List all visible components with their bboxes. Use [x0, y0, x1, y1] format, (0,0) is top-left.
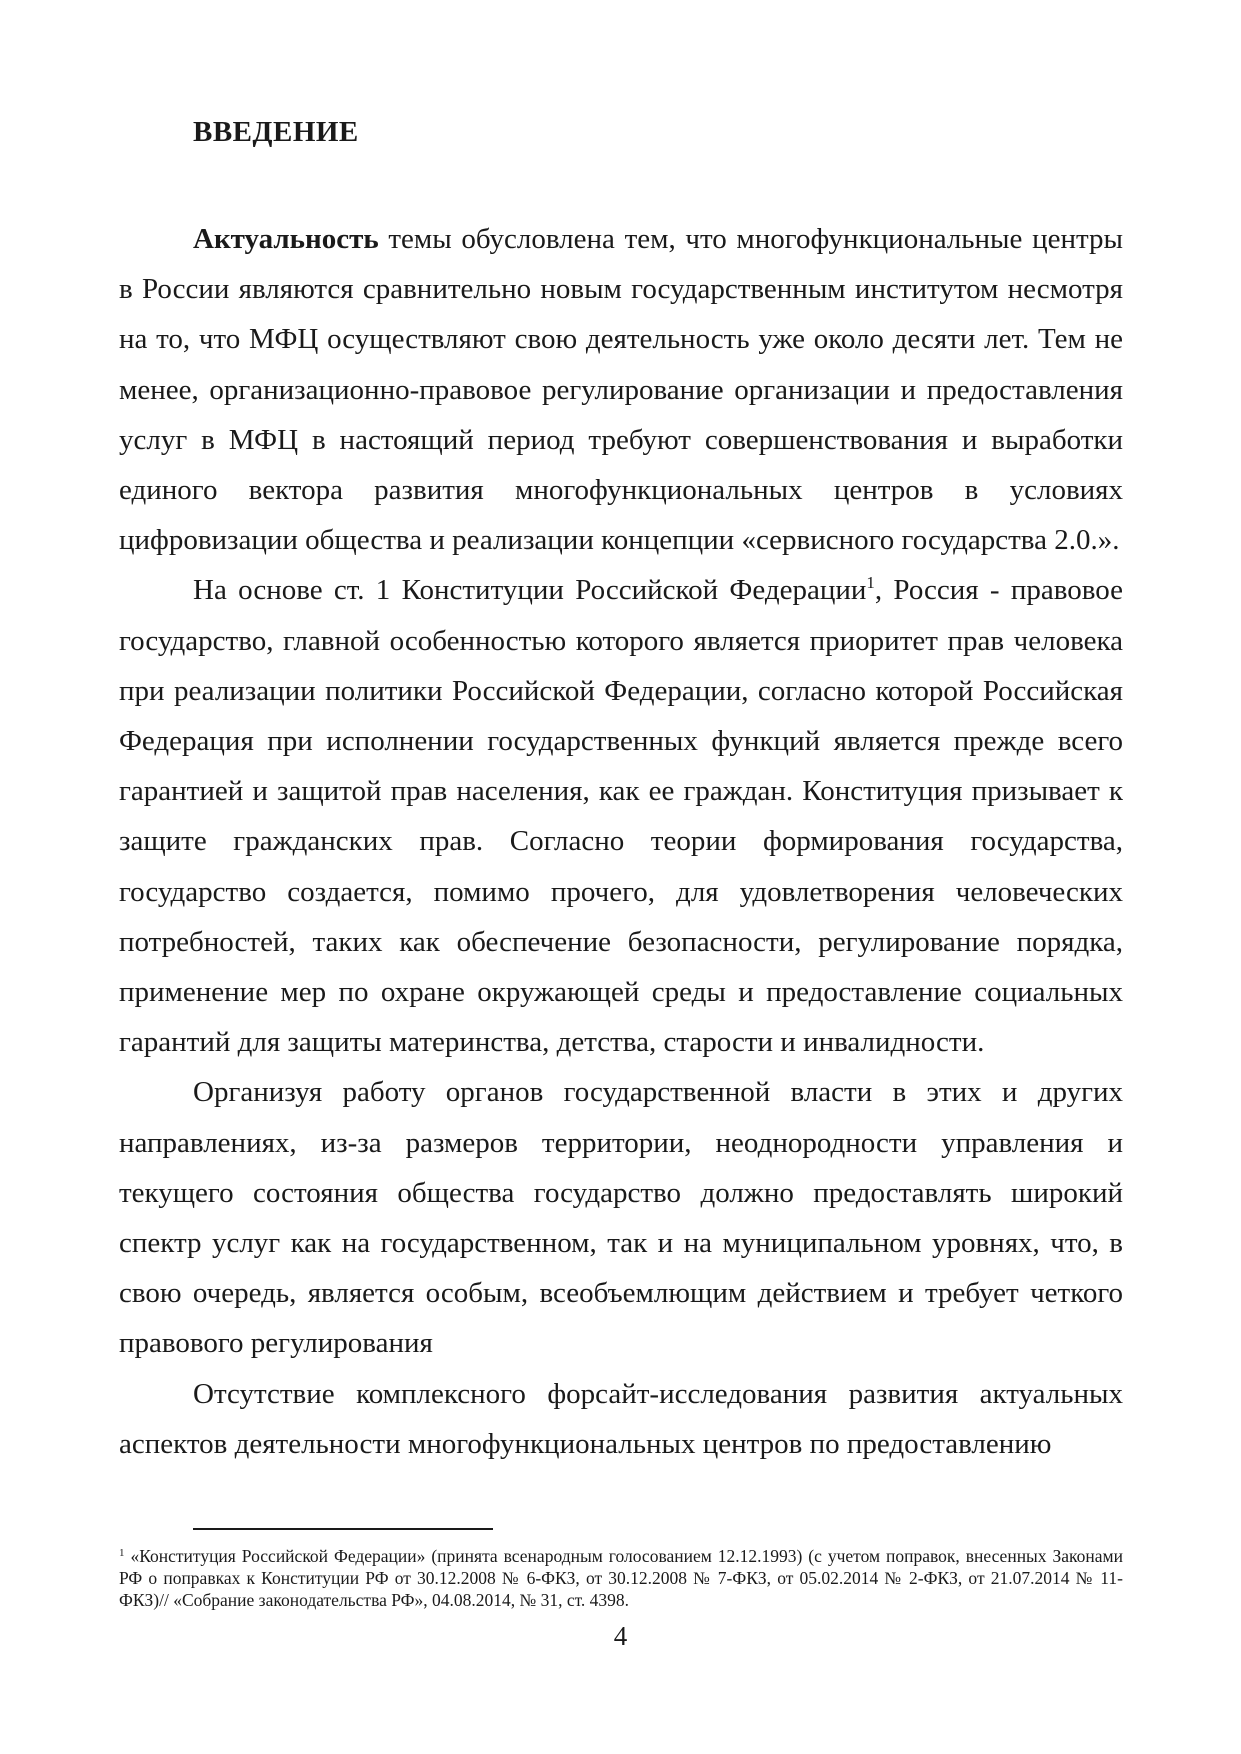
footnote — [119, 1545, 1123, 1611]
constitution-text-after-ref: , Россия - правовое государство, главной особенностью которого является приоритет прав человека при реализации политики Российской Федерации, согласно которой Российская Федерация при исполнении государственных функций является прежде всего гарантией и защитой прав населения, как ее граждан. Конституция призывает к защите гражданских прав. Согласно теории формирования государства, государство создается, помимо прочего, для удовлетворения человеческих потребностей, таких как обеспечение безопасности, регулирование порядка, применение мер по охране окружающей среды и предоставление социальных гарантий для защиты материнства, детства, старости и инвалидности. — [119, 574, 1123, 1059]
paragraph-foresight — [119, 1369, 1123, 1469]
paragraph-relevance — [119, 214, 1123, 565]
relevance-text: темы обусловлена тем, что многофункциональные центры в России являются сравнительно новым государственным институтом несмотря на то, что МФЦ осуществляют свою деятельность уже около десяти лет. Тем не менее, организационно-правовое регулирование организации и предоставления услуг в МФЦ в настоящий период требуют совершенствования и выработки единого вектора развития многофункциональных центров в условиях цифровизации общества и реализации концепции «сервисного государства 2.0.». — [119, 223, 1123, 557]
constitution-text-before-ref: На основе ст. 1 Конституции Российской Федерации — [193, 574, 867, 607]
organization-text: Организуя работу органов государственной власти в этих и других направлениях, из-за размеров территории, неоднородности управления и текущего состояния общества государство должно предоставлять широкий спектр услуг как на государственном, так и на муниципальном уровнях, что, в свою очередь, является особым, всеобъемлющим действием и требует четкого правового регулирования — [119, 1076, 1123, 1360]
body-text — [119, 214, 1123, 1469]
foresight-text: Отсутствие комплексного форсайт-исследования развития актуальных аспектов деятельности многофункциональных центров по предоставлению — [119, 1377, 1123, 1460]
page-number: 4 — [613, 1621, 628, 1651]
paragraph-organization — [119, 1067, 1123, 1368]
paragraph-constitution — [119, 565, 1123, 1067]
footnote-reference[interactable]: 1 — [866, 573, 875, 593]
footnote-separator — [193, 1528, 493, 1530]
section-heading: ВВЕДЕНИЕ — [193, 116, 359, 148]
footnote-text: «Конституция Российской Федерации» (принята всенародным голосованием 12.12.1993) (с учетом поправок, внесенных Законами РФ о поправках к Конституции РФ от 30.12.2008 № 6-ФКЗ, от 30.12.2008 № 7-ФКЗ, от 05.02.2014 № 2-ФКЗ, от 21.07.2014 № 11-ФКЗ)// «Собрание законодательства РФ», 04.08.2014, № 31, ст. 4398. — [119, 1546, 1123, 1610]
relevance-lead-word: Актуальность — [193, 223, 379, 255]
footnote-mark: 1 — [119, 1547, 125, 1559]
